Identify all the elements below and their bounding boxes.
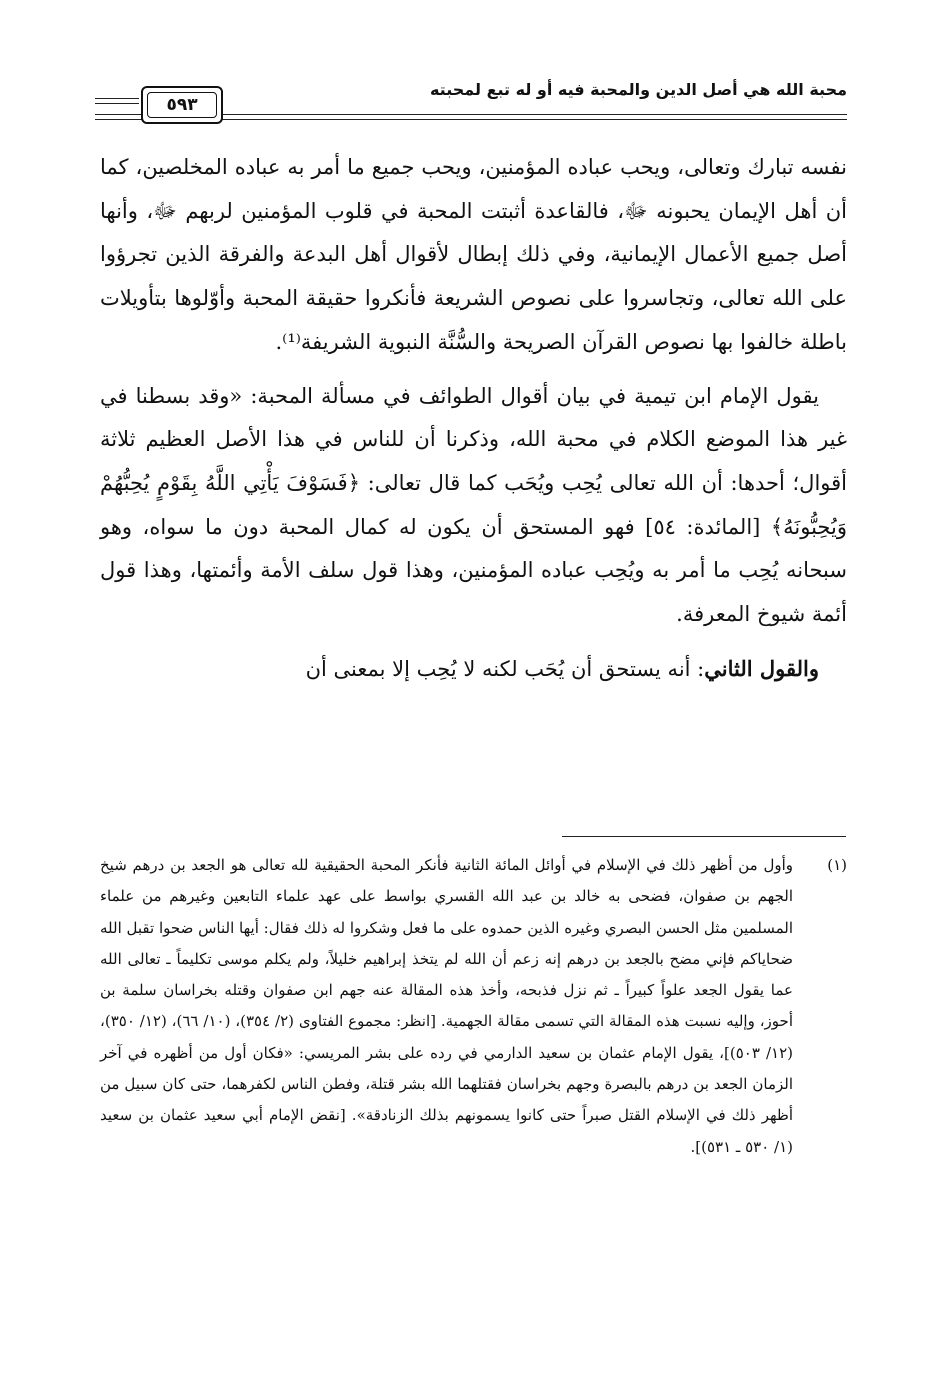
footnote-marker: (١) <box>827 856 847 874</box>
paragraph-3-text: : أنه يستحق أن يُحَب لكنه لا يُحِب إلا بمعنى أن <box>305 656 705 681</box>
main-text <box>100 146 847 691</box>
second-opinion-label: والقول الثاني <box>704 655 819 681</box>
page-number-rule <box>95 98 139 99</box>
page-header <box>95 78 847 124</box>
page-number-frame <box>141 86 223 124</box>
footnote-text: وأول من أظهر ذلك في الإسلام في أوائل المائة الثانية فأنكر المحبة الحقيقية لله تعالى هو الجعد بن درهم شيخ الجهم بن صفوان، فضحى به خالد بن عبد الله القسري بواسط على عهد علماء التابعين وغيرهم من علماء المسلمين مثل الحسن البصري وغيره الذين حمدوه على ما فعل وشكروا له ذلك فقال: أيها الناس ضحوا تقبل الله ضحاياكم فإني مضح بالجعد بن درهم إنه زعم أن الله لم يتخذ إبراهيم خليلاً، ولم يكلم موسى تكليماً ـ تعالى الله عما يقول الجعد علواً كبيراً ـ ثم نزل فذبحه، وأخذ هذه المقالة عنه جهم ابن صفوان وقتله بخراسان سلمة بن أحوز، وإليه نسبت هذه المقالة التي تسمى مقالة الجهمية. [انظر: مجموع الفتاوى (٢/ ٣٥٤)، (١٠/ ٦٦)، (١٢/ ٣٥٠)، (١٢/ ٥٠٣)]، يقول الإمام عثمان بن سعيد الدارمي في رده على بشر المريسي: «فكان أول من أظهره في آخر الزمان الجعد بن درهم بالبصرة وجهم بخراسان فقتلهما الله بشر قتلة، وفطن الناس لكفرهما، حتى كان سبيل من أظهر ذلك في الإسلام القتل صبراً حتى كانوا يسمونهم بذلك الزنادقة». [نقض الإمام أبي سعيد عثمان بن سعيد (١/ ٥٣٠ ـ ٥٣١)]. <box>100 856 794 1156</box>
footnote-separator <box>562 836 846 837</box>
page-number-rule-double <box>95 103 139 104</box>
running-title: محبة الله هي أصل الدين والمحبة فيه أو له تبع لمحبته <box>429 80 847 99</box>
paragraph-2: يقول الإمام ابن تيمية في بيان أقوال الطوائف في مسألة المحبة: «وقد بسطنا في غير هذا الموضع الكلام في محبة الله، وذكرنا أن للناس في هذا الأصل العظيم ثلاثة أقوال؛ أحدها: أن الله تعالى يُحِب ويُحَب كما قال تعالى: ﴿فَسَوْفَ يَأْتِي اللَّهُ بِقَوْمٍ يُحِبُّهُمْ وَيُحِبُّونَهُ﴾ [المائدة: ٥٤] فهو المستحق أن يكون له كمال المحبة دون ما سواه، وهو سبحانه يُحِب ما أمر به ويُحِب عباده المؤمنين، وهذا قول سلف الأمة وأئمتها، وهذا قول أئمة شيوخ المعرفة. <box>100 383 847 627</box>
page-number: ٥٩٣ <box>166 95 198 115</box>
paragraph-1: نفسه تبارك وتعالى، ويحب عباده المؤمنين، ويحب جميع ما أمر به عباده المخلصين، كما أن أهل الإيمان يحبونه ﷻ، فالقاعدة أثبتت المحبة في قلوب المؤمنين لربهم ﷻ، وأنها أصل جميع الأعمال الإيمانية، وفي ذلك إبطال لأقوال أهل البدعة والفرقة الذين تجرؤوا على الله تعالى، وتجاسروا على نصوص الشريعة فأنكروا حقيقة المحبة وأوّلوها بتأويلات باطلة خالفوا بها نصوص القرآن الصريحة والسُّنَّة النبوية الشريفة⁽¹⁾. <box>100 155 847 354</box>
paragraph-3 <box>100 647 847 692</box>
footnote <box>100 850 847 1163</box>
